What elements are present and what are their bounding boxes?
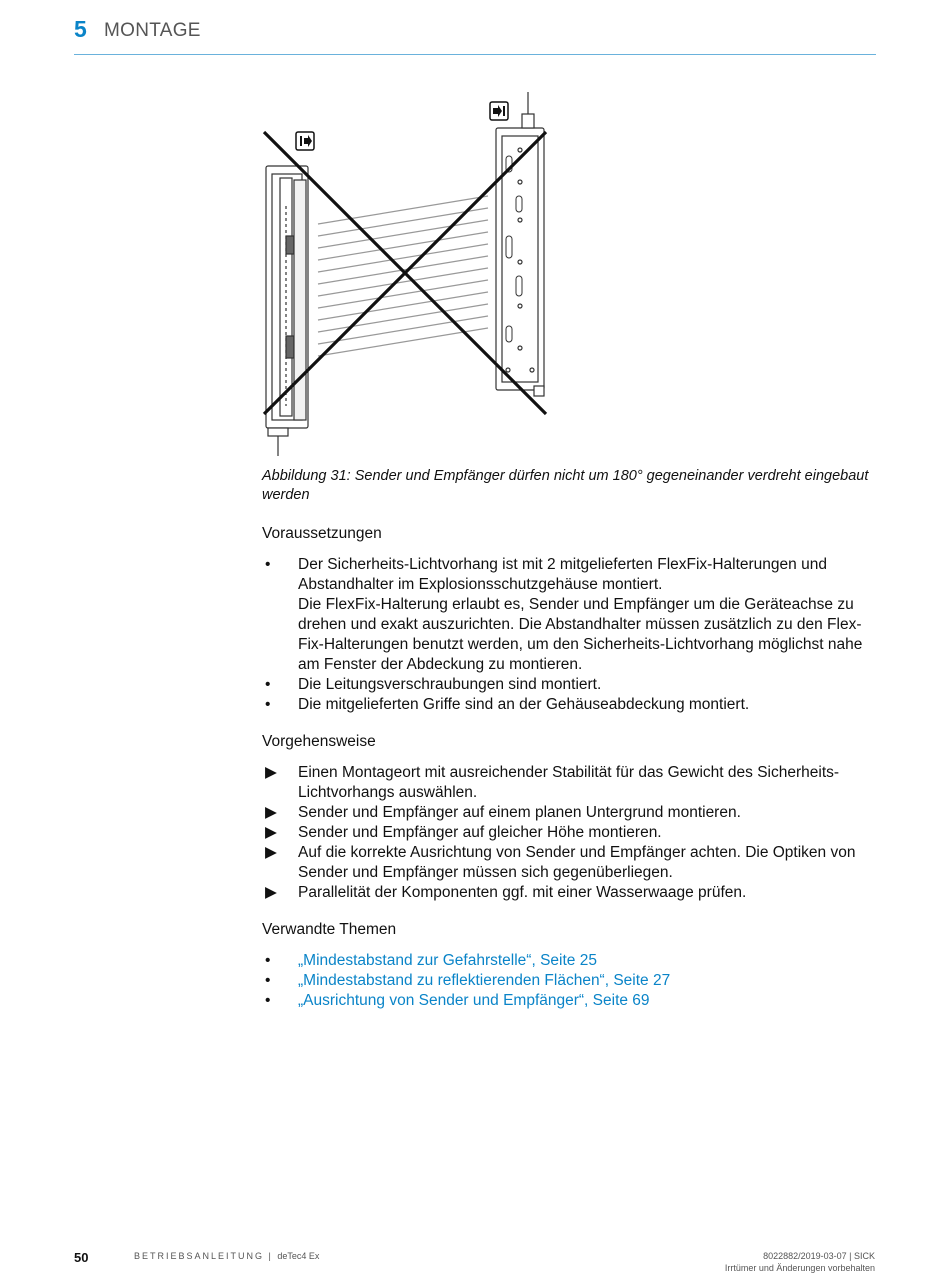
left-device-drawing — [266, 166, 308, 456]
list-item — [262, 555, 874, 675]
related-topics-list — [262, 951, 874, 1011]
footer-separator: | — [268, 1251, 273, 1261]
step-item — [262, 803, 874, 823]
footer-right — [725, 1250, 875, 1274]
list-item — [262, 991, 874, 1011]
figure-caption: Abbildung 31: Sender und Empfänger dürfen nicht um 180° gegeneinander verdreht eingebaut werden — [262, 468, 869, 503]
step-arrow-icon: ▶ — [265, 884, 277, 901]
list-item-text: Die mitgelieferten Griffe sind an der Gehäuseabdeckung montiert. — [298, 696, 750, 713]
list-item — [262, 971, 874, 991]
related-link-safety-distance[interactable]: „Mindestabstand zur Gefahrstelle“, Seite 25 — [298, 952, 597, 969]
figure-illustration — [258, 86, 558, 468]
step-arrow-icon: ▶ — [265, 764, 277, 781]
list-item-text: Der Sicherheits-Lichtvorhang ist mit 2 mitgelieferten FlexFix-Halterungen und Abstandhalter im Explosionsschutzgehäuse montiert. — [298, 556, 827, 593]
bullet-marker: • — [265, 992, 271, 1009]
related-link-reflective-surfaces[interactable]: „Mindestabstand zu reflektierenden Flächen“, Seite 27 — [298, 972, 671, 989]
step-item — [262, 763, 874, 803]
list-item-text: Die FlexFix-Halterung erlaubt es, Sender und Empfänger um die Geräteachse zu drehen und exakt auszurichten. Die Abstandhalter müssen zusätzlich zu den Flex-Fix-Halterungen benutzt werden, um den Sicherheits-Lichtvorhang möglichst nahe am Fenster der Abdeckung zu montieren. — [298, 596, 863, 673]
step-text: Einen Montageort mit ausreichender Stabilität für das Gewicht des Sicherheits-Lichtvorhangs auswählen. — [298, 764, 840, 801]
footer-doc-type: BETRIEBSANLEITUNG — [134, 1251, 265, 1261]
bullet-marker: • — [265, 676, 271, 693]
chapter-header — [74, 14, 876, 55]
step-text: Sender und Empfänger auf gleicher Höhe montieren. — [298, 824, 662, 841]
requirements-list — [262, 555, 874, 715]
step-item — [262, 883, 874, 903]
list-item-text: Die Leitungsverschraubungen sind montiert. — [298, 676, 602, 693]
procedure-steps-list — [262, 763, 874, 903]
footer-disclaimer: Irrtümer und Änderungen vorbehalten — [724, 1263, 875, 1273]
step-text: Auf die korrekte Ausrichtung von Sender und Empfänger achten. Die Optiken von Sender und Empfänger müssen sich gegenüberliegen. — [298, 844, 856, 881]
sender-arrow-icon — [296, 132, 314, 150]
section-heading-related: Verwandte Themen — [262, 921, 397, 938]
step-item — [262, 843, 874, 883]
bullet-marker: • — [265, 952, 271, 969]
bullet-marker: • — [265, 696, 271, 713]
chapter-title: MONTAGE — [104, 20, 201, 41]
right-device-drawing — [496, 92, 544, 396]
footer-product: deTec4 Ex — [277, 1251, 320, 1261]
list-item — [262, 695, 874, 715]
section-heading-requirements: Voraussetzungen — [262, 525, 382, 542]
step-arrow-icon: ▶ — [265, 844, 277, 861]
chapter-number: 5 — [74, 16, 87, 42]
step-arrow-icon: ▶ — [265, 824, 277, 841]
list-item — [262, 951, 874, 971]
step-item — [262, 823, 874, 843]
footer-doc-title — [134, 1251, 319, 1261]
bullet-marker: • — [265, 972, 271, 989]
footer-doc-id: 8022882/2019-03-07 | SICK — [763, 1251, 875, 1261]
step-text: Sender und Empfänger auf einem planen Untergrund montieren. — [298, 804, 741, 821]
step-arrow-icon: ▶ — [265, 804, 277, 821]
list-item — [262, 675, 874, 695]
section-heading-procedure: Vorgehensweise — [262, 733, 376, 750]
light-curtain-crossed-out-illustration — [258, 86, 558, 468]
bullet-marker: • — [265, 556, 271, 573]
page-number: 50 — [74, 1250, 89, 1265]
step-text: Parallelität der Komponenten ggf. mit einer Wasserwaage prüfen. — [298, 884, 747, 901]
related-link-alignment[interactable]: „Ausrichtung von Sender und Empfänger“, Seite 69 — [298, 992, 650, 1009]
receiver-arrow-icon — [490, 102, 508, 120]
